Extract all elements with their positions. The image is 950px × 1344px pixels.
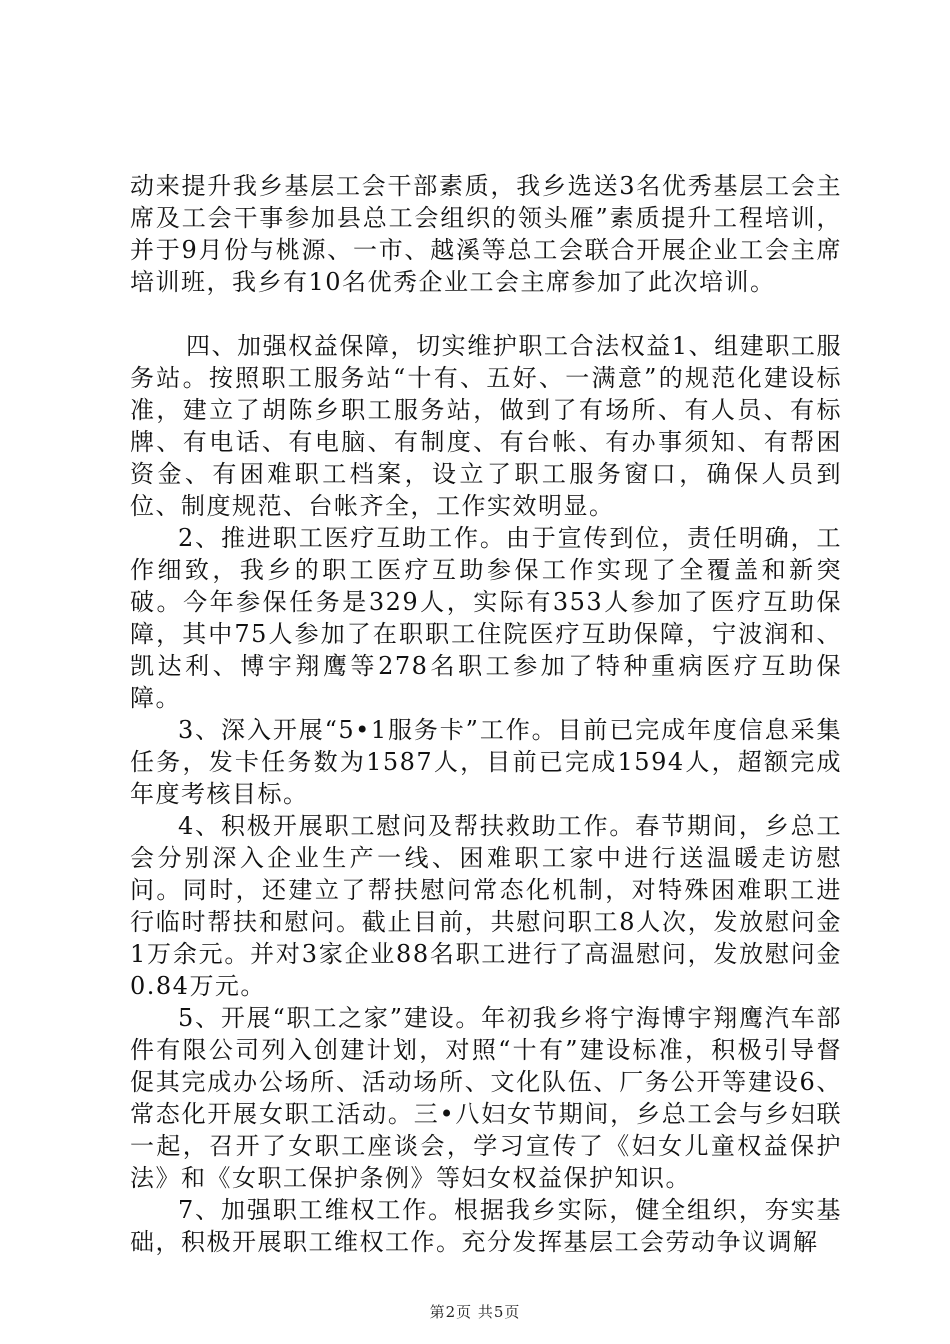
document-body xyxy=(130,170,842,1258)
paragraph-service-card: 3、深入开展“5•1服务卡”工作。目前已完成年度信息采集任务，发卡任务数为1587人，目前已完成1594人，超额完成年度考核目标。 xyxy=(130,716,842,808)
paragraph-rights-maintenance: 7、加强职工维权工作。根据我乡实际，健全组织，夯实基础，积极开展职工维权工作。充分发挥基层工会劳动争议调解 xyxy=(130,1196,842,1256)
page-footer: 第2页 共5页 xyxy=(429,1303,521,1321)
paragraph-condolence-assistance: 4、积极开展职工慰问及帮扶救助工作。春节期间，乡总工会分别深入企业生产一线、困难职工家中进行送温暖走访慰问。同时，还建立了帮扶慰问常态化机制，对特殊困难职工进行临时帮扶和慰问。截止目前，共慰问职工8人次，发放慰问金1万余元。并对3家企业88名职工进行了高温慰问，发放慰问金0.84万元。 xyxy=(130,812,842,1000)
paragraph-workers-home: 5、开展“职工之家”建设。年初我乡将宁海博宇翔鹰汽车部件有限公司列入创建计划，对照“十有”建设标准，积极引导督促其完成办公场所、活动场所、文化队伍、厂务公开等建设6、常态化开展女职工活动。三•八妇女节期间，乡总工会与乡妇联一起，召开了女职工座谈会，学习宣传了《妇女儿童权益保护法》和《女职工保护条例》等妇女权益保护知识。 xyxy=(130,1004,842,1192)
paragraph-rights-protection: 四、加强权益保障，切实维护职工合法权益1、组建职工服务站。按照职工服务站“十有、五好、一满意”的规范化建设标准，建立了胡陈乡职工服务站，做到了有场所、有人员、有标牌、有电话、有电脑、有制度、有台帐、有办事须知、有帮困资金、有困难职工档案，设立了职工服务窗口，确保人员到位、制度规范、台帐齐全，工作实效明显。 xyxy=(130,332,842,520)
paragraph-training: 动来提升我乡基层工会干部素质，我乡选送3名优秀基层工会主席及工会干事参加县总工会组织的领头雁”素质提升工程培训，并于9月份与桃源、一市、越溪等总工会联合开展企业工会主席培训班，我乡有10名优秀企业工会主席参加了此次培训。 xyxy=(130,172,842,296)
paragraph-medical-mutual-aid: 2、推进职工医疗互助工作。由于宣传到位，责任明确，工作细致，我乡的职工医疗互助参保工作实现了全覆盖和新突破。今年参保任务是329人，实际有353人参加了医疗互助保障，其中75人参加了在职职工住院医疗互助保障，宁波润和、凯达利、博宇翔鹰等278名职工参加了特种重病医疗互助保障。 xyxy=(130,524,842,712)
paragraph-gap xyxy=(130,298,842,330)
